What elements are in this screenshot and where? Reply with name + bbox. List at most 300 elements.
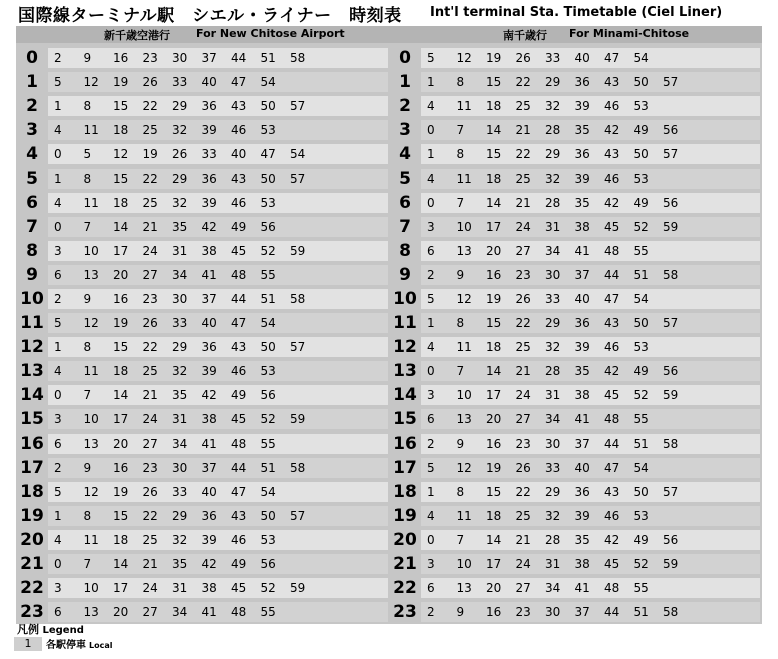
departure-minute: 1	[54, 99, 62, 114]
departure-minute: 14	[113, 557, 129, 572]
hour-row	[16, 166, 390, 190]
departure-minute: 25	[515, 340, 531, 355]
departure-minute: 27	[142, 605, 158, 620]
minutes-list	[421, 48, 760, 68]
departure-minute: 45	[604, 557, 620, 572]
departure-minute: 39	[574, 340, 590, 355]
departure-minute: 11	[456, 171, 472, 186]
departure-minute: 11	[83, 532, 99, 547]
hour-row	[389, 407, 762, 431]
departure-minute: 47	[231, 484, 247, 499]
departure-minute: 29	[545, 147, 561, 162]
hour-label: 7	[399, 216, 411, 237]
timetable-panel-new-chitose	[16, 26, 390, 624]
departure-minute: 40	[201, 75, 217, 90]
hour-row	[16, 287, 390, 311]
departure-minute: 22	[515, 75, 531, 90]
hour-label: 1	[399, 72, 411, 93]
departure-minute: 29	[172, 508, 188, 523]
minutes-list	[421, 289, 760, 309]
departure-minute: 52	[260, 581, 276, 596]
departure-minute: 4	[427, 508, 435, 523]
departure-minute: 30	[545, 436, 561, 451]
departure-minute: 15	[486, 484, 502, 499]
departure-minute: 5	[427, 51, 435, 66]
departure-minute: 36	[574, 147, 590, 162]
minutes-list	[421, 482, 760, 502]
page-title-en: Int'l terminal Sta. Timetable (Ciel Liner)	[430, 5, 723, 20]
departure-minute: 2	[427, 605, 435, 620]
hour-label: 5	[399, 168, 411, 189]
departure-minute: 21	[515, 364, 531, 379]
departure-minute: 6	[427, 412, 435, 427]
departure-minute: 41	[201, 436, 217, 451]
destination-jp: 新千歳空港行	[104, 29, 170, 42]
departure-minute: 32	[545, 508, 561, 523]
hour-row	[389, 239, 762, 263]
departure-minute: 19	[486, 291, 502, 306]
departure-minute: 6	[54, 436, 62, 451]
departure-minute: 4	[54, 195, 62, 210]
departure-minute: 21	[515, 532, 531, 547]
hour-row	[16, 407, 390, 431]
departure-minute: 17	[113, 412, 129, 427]
departure-minute: 49	[633, 364, 649, 379]
hour-label: 9	[399, 264, 411, 285]
departure-minute: 10	[83, 581, 99, 596]
departure-minute: 43	[231, 508, 247, 523]
hour-row	[16, 359, 390, 383]
panel-header-new-chitose	[16, 26, 390, 43]
hour-row	[389, 383, 762, 407]
hour-row	[16, 311, 390, 335]
departure-minute: 19	[113, 316, 129, 331]
departure-minute: 44	[231, 291, 247, 306]
departure-minute: 20	[113, 267, 129, 282]
hour-label: 19	[20, 505, 44, 526]
departure-minute: 14	[486, 532, 502, 547]
hour-label: 10	[20, 288, 44, 309]
departure-minute: 48	[604, 243, 620, 258]
departure-minute: 11	[456, 508, 472, 523]
departure-minute: 55	[260, 267, 276, 282]
departure-minute: 49	[633, 195, 649, 210]
departure-minute: 36	[574, 316, 590, 331]
departure-minute: 16	[113, 291, 129, 306]
departure-minute: 58	[663, 605, 679, 620]
departure-minute: 59	[663, 388, 679, 403]
departure-minute: 16	[486, 436, 502, 451]
departure-minute: 44	[231, 460, 247, 475]
minutes-list	[48, 241, 388, 261]
hour-row	[16, 215, 390, 239]
departure-minute: 43	[604, 316, 620, 331]
departure-minute: 23	[515, 605, 531, 620]
minutes-list	[421, 409, 760, 429]
hour-row	[389, 504, 762, 528]
departure-minute: 51	[260, 460, 276, 475]
departure-minute: 9	[83, 51, 92, 66]
departure-minute: 28	[545, 364, 561, 379]
departure-minute: 36	[574, 75, 590, 90]
departure-minute: 33	[172, 316, 188, 331]
departure-minute: 22	[515, 316, 531, 331]
hour-row	[16, 456, 390, 480]
departure-minute: 25	[142, 123, 158, 138]
hour-row	[16, 480, 390, 504]
hour-label: 18	[393, 481, 417, 502]
hour-row	[389, 70, 762, 94]
departure-minute: 57	[290, 171, 306, 186]
departure-minute: 2	[54, 460, 62, 475]
departure-minute: 43	[231, 340, 247, 355]
departure-minute: 55	[633, 243, 649, 258]
departure-minute: 54	[260, 316, 276, 331]
minutes-list	[421, 120, 760, 140]
hour-row	[389, 359, 762, 383]
timetable-header	[0, 0, 778, 26]
minutes-list	[48, 602, 388, 622]
departure-minute: 50	[633, 484, 649, 499]
departure-minute: 27	[515, 581, 531, 596]
hour-label: 20	[393, 529, 417, 550]
hour-label: 6	[26, 192, 38, 213]
departure-minute: 44	[604, 267, 620, 282]
departure-minute: 43	[231, 99, 247, 114]
departure-minute: 46	[231, 195, 247, 210]
departure-minute: 12	[456, 460, 472, 475]
hour-row	[16, 142, 390, 166]
departure-minute: 53	[260, 195, 276, 210]
minutes-list	[421, 530, 760, 550]
departure-minute: 31	[545, 219, 561, 234]
departure-minute: 16	[486, 267, 502, 282]
departure-minute: 41	[574, 412, 590, 427]
departure-minute: 22	[142, 99, 158, 114]
departure-minute: 32	[545, 99, 561, 114]
hour-label: 21	[20, 554, 44, 575]
departure-minute: 34	[172, 436, 188, 451]
departure-minute: 33	[545, 291, 561, 306]
departure-minute: 25	[142, 532, 158, 547]
departure-minute: 18	[113, 364, 129, 379]
departure-minute: 59	[663, 557, 679, 572]
departure-minute: 53	[633, 508, 649, 523]
departure-minute: 15	[486, 75, 502, 90]
minutes-list	[48, 265, 388, 285]
departure-minute: 8	[456, 316, 465, 331]
departure-minute: 51	[260, 51, 276, 66]
departure-minute: 40	[574, 460, 590, 475]
departure-minute: 24	[142, 581, 158, 596]
departure-minute: 8	[456, 75, 465, 90]
departure-minute: 46	[604, 340, 620, 355]
departure-minute: 30	[172, 460, 188, 475]
minutes-list	[421, 193, 760, 213]
departure-minute: 13	[456, 581, 472, 596]
hour-label: 16	[20, 433, 44, 454]
departure-minute: 56	[663, 195, 679, 210]
departure-minute: 16	[113, 460, 129, 475]
departure-minute: 49	[231, 388, 247, 403]
minutes-list	[48, 144, 388, 164]
departure-minute: 16	[113, 51, 129, 66]
departure-minute: 53	[260, 123, 276, 138]
departure-minute: 23	[142, 460, 158, 475]
departure-minute: 46	[604, 171, 620, 186]
minutes-list	[421, 578, 760, 598]
departure-minute: 46	[604, 99, 620, 114]
departure-minute: 49	[231, 219, 247, 234]
departure-minute: 2	[427, 436, 435, 451]
departure-minute: 2	[427, 267, 435, 282]
departure-minute: 20	[486, 243, 502, 258]
departure-minute: 54	[633, 51, 649, 66]
hour-row	[16, 94, 390, 118]
departure-minute: 44	[604, 605, 620, 620]
hour-row	[16, 263, 390, 287]
departure-minute: 11	[456, 99, 472, 114]
departure-minute: 49	[633, 123, 649, 138]
departure-minute: 31	[172, 243, 188, 258]
departure-minute: 20	[113, 605, 129, 620]
departure-minute: 53	[260, 532, 276, 547]
minutes-list	[421, 337, 760, 357]
hour-row	[389, 480, 762, 504]
departure-minute: 33	[201, 147, 217, 162]
hour-label: 2	[26, 96, 38, 117]
departure-minute: 24	[515, 388, 531, 403]
departure-minute: 53	[633, 171, 649, 186]
departure-minute: 50	[633, 147, 649, 162]
hour-label: 11	[20, 313, 44, 334]
departure-minute: 26	[172, 147, 188, 162]
departure-minute: 42	[201, 219, 217, 234]
departure-minute: 50	[260, 171, 276, 186]
minutes-list	[421, 602, 760, 622]
departure-minute: 59	[290, 581, 306, 596]
departure-minute: 1	[427, 484, 435, 499]
departure-minute: 18	[486, 99, 502, 114]
departure-minute: 3	[427, 219, 435, 234]
departure-minute: 17	[486, 388, 502, 403]
departure-minute: 37	[201, 460, 217, 475]
departure-minute: 34	[172, 267, 188, 282]
departure-minute: 58	[290, 460, 306, 475]
departure-minute: 29	[545, 75, 561, 90]
departure-minute: 4	[54, 364, 62, 379]
legend-swatch: 1	[14, 637, 42, 651]
departure-minute: 21	[142, 219, 158, 234]
departure-minute: 53	[633, 340, 649, 355]
hour-row	[16, 335, 390, 359]
departure-minute: 59	[290, 412, 306, 427]
hour-row	[389, 576, 762, 600]
departure-minute: 13	[83, 436, 99, 451]
minutes-list	[421, 72, 760, 92]
departure-minute: 32	[172, 532, 188, 547]
departure-minute: 4	[54, 532, 62, 547]
departure-minute: 8	[456, 484, 465, 499]
departure-minute: 12	[113, 147, 129, 162]
departure-minute: 5	[427, 460, 435, 475]
departure-minute: 44	[231, 51, 247, 66]
minutes-list	[421, 169, 760, 189]
departure-minute: 0	[427, 123, 435, 138]
departure-minute: 21	[142, 388, 158, 403]
departure-minute: 13	[83, 605, 99, 620]
departure-minute: 6	[54, 605, 62, 620]
hour-row	[16, 432, 390, 456]
departure-minute: 0	[54, 147, 62, 162]
departure-minute: 46	[604, 508, 620, 523]
minutes-list	[48, 169, 388, 189]
departure-minute: 23	[515, 436, 531, 451]
departure-minute: 6	[54, 267, 62, 282]
hour-label: 4	[399, 144, 411, 165]
departure-minute: 57	[663, 75, 679, 90]
departure-minute: 24	[515, 557, 531, 572]
departure-minute: 31	[172, 581, 188, 596]
hour-row	[389, 287, 762, 311]
departure-minute: 46	[231, 123, 247, 138]
departure-minute: 48	[604, 581, 620, 596]
departure-minute: 28	[545, 532, 561, 547]
departure-minute: 20	[486, 581, 502, 596]
departure-minute: 37	[201, 51, 217, 66]
hour-label: 20	[20, 529, 44, 550]
departure-minute: 6	[427, 243, 435, 258]
departure-minute: 1	[427, 147, 435, 162]
departure-minute: 58	[290, 291, 306, 306]
departure-minute: 47	[604, 460, 620, 475]
departure-minute: 56	[260, 557, 276, 572]
departure-minute: 48	[604, 412, 620, 427]
departure-minute: 35	[574, 532, 590, 547]
departure-minute: 42	[604, 532, 620, 547]
departure-minute: 51	[633, 605, 649, 620]
departure-minute: 48	[231, 605, 247, 620]
departure-minute: 21	[142, 557, 158, 572]
departure-minute: 47	[231, 316, 247, 331]
departure-minute: 6	[427, 581, 435, 596]
departure-minute: 12	[456, 291, 472, 306]
hour-label: 21	[393, 554, 417, 575]
departure-minute: 2	[54, 51, 62, 66]
departure-minute: 57	[663, 147, 679, 162]
departure-minute: 27	[142, 436, 158, 451]
hour-label: 8	[26, 240, 38, 261]
departure-minute: 54	[260, 484, 276, 499]
departure-minute: 52	[633, 219, 649, 234]
departure-minute: 19	[486, 51, 502, 66]
departure-minute: 22	[515, 484, 531, 499]
departure-minute: 2	[54, 291, 62, 306]
departure-minute: 54	[633, 460, 649, 475]
departure-minute: 26	[142, 75, 158, 90]
departure-minute: 36	[574, 484, 590, 499]
departure-minute: 44	[604, 436, 620, 451]
departure-minute: 40	[201, 484, 217, 499]
departure-minute: 35	[574, 195, 590, 210]
hour-label: 22	[20, 578, 44, 599]
departure-minute: 18	[486, 171, 502, 186]
departure-minute: 50	[260, 340, 276, 355]
hour-row	[389, 552, 762, 576]
legend-label	[46, 636, 112, 651]
minutes-list	[48, 434, 388, 454]
departure-minute: 43	[604, 75, 620, 90]
departure-minute: 19	[486, 460, 502, 475]
departure-minute: 25	[515, 171, 531, 186]
departure-minute: 19	[113, 484, 129, 499]
departure-minute: 46	[231, 532, 247, 547]
departure-minute: 37	[201, 291, 217, 306]
departure-minute: 11	[83, 364, 99, 379]
departure-minute: 5	[427, 291, 435, 306]
departure-minute: 8	[456, 147, 465, 162]
departure-minute: 45	[231, 412, 247, 427]
minutes-list	[421, 361, 760, 381]
destination-en: For New Chitose Airport	[196, 27, 345, 40]
departure-minute: 15	[113, 340, 129, 355]
departure-minute: 8	[83, 99, 92, 114]
departure-minute: 15	[113, 508, 129, 523]
departure-minute: 0	[427, 364, 435, 379]
legend-label-en: Local	[89, 641, 113, 650]
hour-label: 7	[26, 216, 38, 237]
panel-header-minami-chitose	[389, 26, 762, 43]
departure-minute: 8	[83, 171, 92, 186]
minutes-list	[48, 530, 388, 550]
departure-minute: 55	[260, 436, 276, 451]
departure-minute: 58	[663, 436, 679, 451]
hour-label: 17	[20, 457, 44, 478]
departure-minute: 42	[201, 557, 217, 572]
departure-minute: 18	[113, 532, 129, 547]
hour-row	[16, 528, 390, 552]
departure-minute: 39	[574, 171, 590, 186]
departure-minute: 34	[545, 243, 561, 258]
departure-minute: 57	[290, 340, 306, 355]
departure-minute: 29	[545, 484, 561, 499]
destination-jp: 南千歳行	[503, 29, 547, 42]
timetable-rows	[16, 43, 390, 624]
departure-minute: 0	[54, 557, 62, 572]
hour-row	[389, 191, 762, 215]
departure-minute: 41	[201, 605, 217, 620]
departure-minute: 38	[574, 219, 590, 234]
departure-minute: 55	[633, 581, 649, 596]
minutes-list	[48, 385, 388, 405]
departure-minute: 47	[231, 75, 247, 90]
departure-minute: 43	[231, 171, 247, 186]
departure-minute: 9	[83, 460, 92, 475]
departure-minute: 17	[486, 557, 502, 572]
departure-minute: 47	[260, 147, 276, 162]
departure-minute: 35	[172, 388, 188, 403]
legend-title-en: Legend	[42, 625, 84, 636]
departure-minute: 22	[142, 508, 158, 523]
page-title-jp: 国際線ターミナル駅 シエル・ライナー 時刻表	[18, 6, 402, 26]
hour-row	[16, 191, 390, 215]
departure-minute: 15	[486, 147, 502, 162]
departure-minute: 7	[83, 557, 92, 572]
hour-row	[389, 600, 762, 624]
departure-minute: 10	[83, 243, 99, 258]
departure-minute: 50	[260, 508, 276, 523]
minutes-list	[48, 578, 388, 598]
